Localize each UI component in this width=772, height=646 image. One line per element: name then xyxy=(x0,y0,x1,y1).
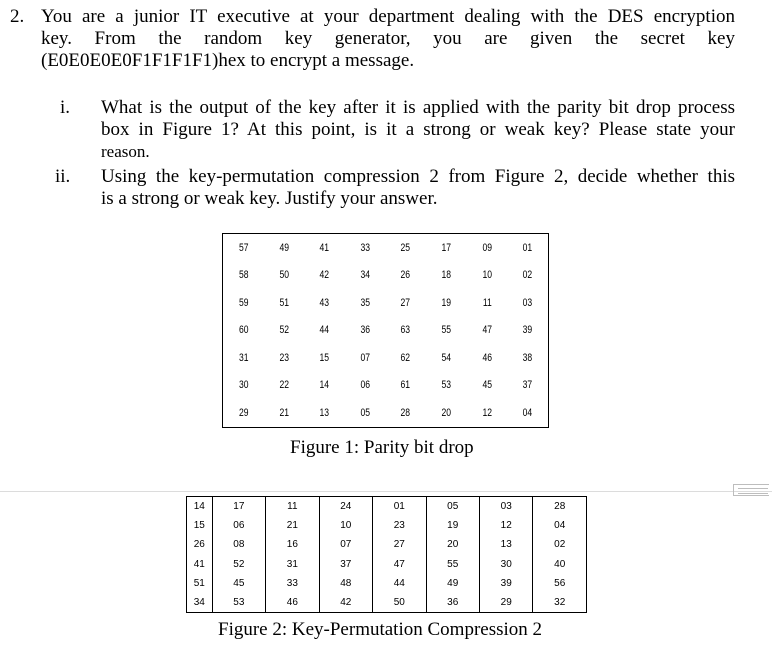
table-row xyxy=(223,289,549,317)
item-ii-numeral: ii. xyxy=(55,166,71,187)
table-cell: 21 xyxy=(266,516,319,535)
table-cell: 01 xyxy=(373,497,426,517)
table-cell: 62 xyxy=(400,351,411,364)
table-cell: 51 xyxy=(187,574,213,593)
table-cell: 05 xyxy=(426,497,479,517)
table-cell: 02 xyxy=(522,269,533,282)
table-row xyxy=(187,516,587,535)
table-cell: 53 xyxy=(441,379,452,392)
table-cell: 52 xyxy=(279,324,289,337)
table-cell: 44 xyxy=(373,574,426,593)
item-i-line-2: box in Figure 1? At this point, is it a strong or weak key? Please state your xyxy=(101,119,735,140)
table-cell: 15 xyxy=(319,351,330,364)
item-ii-line-2: is a strong or weak key. Justify your answer. xyxy=(101,188,438,209)
table-cell: 11 xyxy=(266,497,319,517)
table-cell: 10 xyxy=(482,269,492,282)
table-cell: 48 xyxy=(319,574,372,593)
table-cell: 36 xyxy=(426,593,479,613)
table-cell: 34 xyxy=(187,593,213,613)
key-permutation-compression-table xyxy=(186,496,587,613)
table-cell: 55 xyxy=(441,324,452,337)
table-row xyxy=(223,234,549,262)
table-cell: 17 xyxy=(441,241,452,254)
table-cell: 30 xyxy=(238,379,249,392)
table-cell: 39 xyxy=(522,324,533,337)
table-cell: 42 xyxy=(319,269,330,282)
table-cell: 37 xyxy=(522,379,533,392)
table-cell: 01 xyxy=(522,241,533,254)
table-cell: 52 xyxy=(212,554,265,573)
table-cell: 46 xyxy=(266,593,319,613)
table-cell: 38 xyxy=(522,351,533,364)
table-cell: 63 xyxy=(400,324,411,337)
table-cell: 06 xyxy=(360,379,370,392)
table-row xyxy=(187,535,587,554)
table-cell: 13 xyxy=(319,406,330,419)
table-cell: 19 xyxy=(441,296,452,309)
table-cell: 34 xyxy=(360,269,370,282)
table-cell: 30 xyxy=(479,554,532,573)
table-cell: 32 xyxy=(554,596,566,608)
table-cell: 50 xyxy=(279,269,289,282)
table-cell: 51 xyxy=(279,296,289,309)
table-cell: 41 xyxy=(319,241,330,254)
table-cell: 16 xyxy=(266,535,319,554)
question-line-3: (E0E0E0E0F1F1F1F1)hex to encrypt a message. xyxy=(41,50,415,71)
table-cell: 20 xyxy=(426,535,479,554)
table-cell: 61 xyxy=(400,379,411,392)
item-i-line-1: What is the output of the key after it is applied with the parity bit drop process xyxy=(101,97,735,118)
table-cell: 13 xyxy=(479,535,532,554)
table-cell: 03 xyxy=(479,497,532,517)
table-cell: 40 xyxy=(554,558,566,570)
table-cell: 27 xyxy=(373,535,426,554)
table-cell: 42 xyxy=(319,593,372,613)
table-cell: 43 xyxy=(319,296,330,309)
table-cell: 10 xyxy=(319,516,372,535)
table-cell: 49 xyxy=(426,574,479,593)
table-cell: 18 xyxy=(441,269,452,282)
table-cell: 33 xyxy=(266,574,319,593)
table-cell: 47 xyxy=(482,324,492,337)
table-cell: 09 xyxy=(482,241,492,254)
table-row xyxy=(223,372,549,400)
table-cell: 23 xyxy=(373,516,426,535)
table-cell: 54 xyxy=(441,351,452,364)
table-cell: 17 xyxy=(212,497,265,517)
table-cell: 53 xyxy=(212,593,265,613)
table-cell: 15 xyxy=(187,516,213,535)
table-cell: 59 xyxy=(238,296,249,309)
table-cell: 36 xyxy=(360,324,370,337)
item-ii-text xyxy=(101,166,735,210)
table-row xyxy=(223,317,549,345)
table-cell: 08 xyxy=(212,535,265,554)
table-cell: 03 xyxy=(522,296,533,309)
table-cell: 07 xyxy=(319,535,372,554)
table-row xyxy=(223,262,549,290)
item-i-text xyxy=(101,97,735,163)
table-cell: 27 xyxy=(400,296,411,309)
item-i-line-3: reason. xyxy=(101,142,150,161)
table-cell: 47 xyxy=(373,554,426,573)
table-cell: 11 xyxy=(482,296,492,309)
table-cell: 33 xyxy=(360,241,370,254)
table-cell: 45 xyxy=(482,379,492,392)
table-cell: 12 xyxy=(482,406,492,419)
item-ii-line-1: Using the key-permutation compression 2 from Figure 2, decide whether this xyxy=(101,166,735,187)
table-cell: 04 xyxy=(554,520,566,532)
table-cell: 26 xyxy=(187,535,213,554)
table-cell: 41 xyxy=(187,554,213,573)
table-cell: 29 xyxy=(479,593,532,613)
page-break-icon xyxy=(733,484,769,496)
table-cell: 05 xyxy=(360,406,370,419)
question-number: 2. xyxy=(10,6,25,27)
table-row xyxy=(223,399,549,427)
table-row xyxy=(187,593,587,613)
table-cell: 12 xyxy=(479,516,532,535)
figure-2-caption: Figure 2: Key-Permutation Compression 2 xyxy=(218,619,543,640)
table-cell: 28 xyxy=(554,501,566,513)
table-cell: 29 xyxy=(238,406,249,419)
table-cell: 20 xyxy=(441,406,452,419)
table-row xyxy=(187,497,587,517)
table-cell: 25 xyxy=(400,241,411,254)
table-cell: 35 xyxy=(360,296,370,309)
table-cell: 31 xyxy=(266,554,319,573)
table-cell: 50 xyxy=(373,593,426,613)
table-row xyxy=(187,554,587,573)
parity-bit-drop-table xyxy=(222,233,549,428)
table-cell: 37 xyxy=(319,554,372,573)
table-cell: 06 xyxy=(212,516,265,535)
figure-1-caption: Figure 1: Parity bit drop xyxy=(290,437,474,458)
question-line-2: key. From the random key generator, you are given the secret key xyxy=(41,28,735,49)
table-row xyxy=(223,344,549,372)
table-cell: 58 xyxy=(238,269,249,282)
table-cell: 28 xyxy=(400,406,411,419)
table-cell: 57 xyxy=(238,241,249,254)
table-cell: 23 xyxy=(279,351,289,364)
table-cell: 22 xyxy=(279,379,289,392)
table-cell: 02 xyxy=(554,539,566,551)
item-i-numeral: i. xyxy=(60,97,71,118)
table-cell: 24 xyxy=(319,497,372,517)
table-cell: 44 xyxy=(319,324,330,337)
table-cell: 26 xyxy=(400,269,411,282)
question-text xyxy=(41,6,735,72)
table-cell: 04 xyxy=(522,406,533,419)
table-cell: 07 xyxy=(360,351,370,364)
question-line-1: You are a junior IT executive at your department dealing with the DES encryption xyxy=(41,6,735,27)
table-cell: 55 xyxy=(426,554,479,573)
table-cell: 45 xyxy=(212,574,265,593)
table-cell: 14 xyxy=(319,379,330,392)
table-cell: 49 xyxy=(279,241,289,254)
table-cell: 14 xyxy=(187,497,213,517)
page-separator xyxy=(0,491,772,492)
table-row xyxy=(187,574,587,593)
table-cell: 21 xyxy=(279,406,289,419)
table-cell: 56 xyxy=(554,577,566,589)
table-cell: 31 xyxy=(238,351,249,364)
table-cell: 46 xyxy=(482,351,492,364)
table-cell: 39 xyxy=(479,574,532,593)
table-cell: 60 xyxy=(238,324,249,337)
table-cell: 19 xyxy=(426,516,479,535)
